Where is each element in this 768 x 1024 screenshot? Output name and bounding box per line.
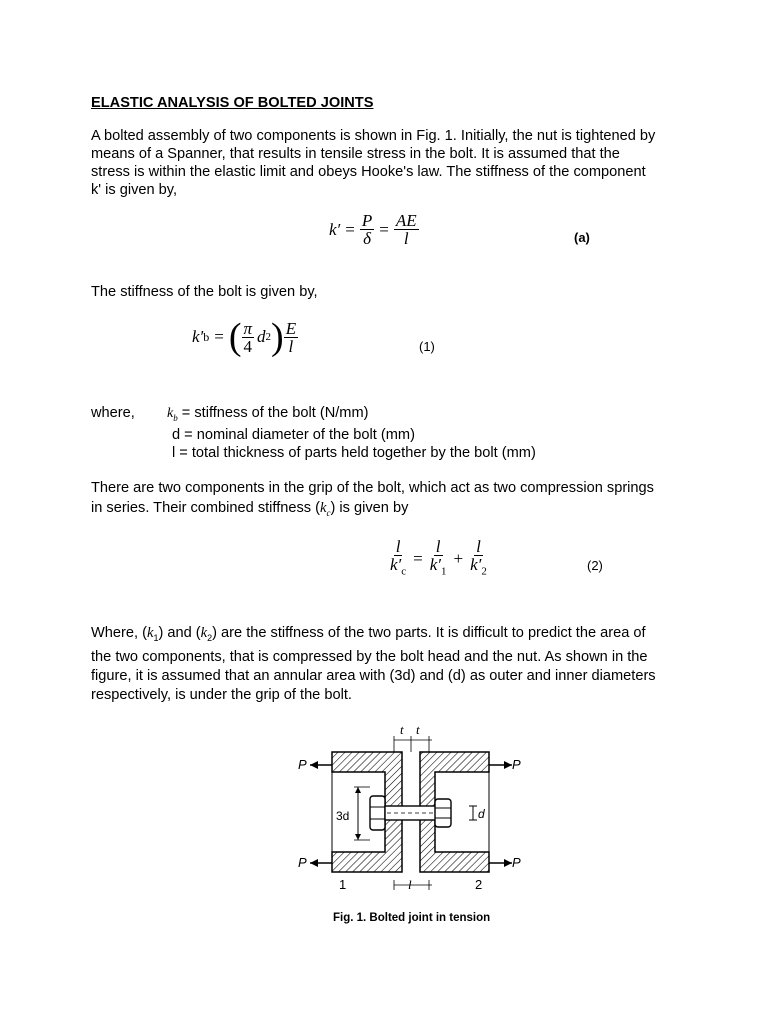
bolted-joint-figure xyxy=(290,722,530,902)
document-title: ELASTIC ANALYSIS OF BOLTED JOINTS xyxy=(91,95,374,111)
label-3d: 3d xyxy=(336,809,350,823)
label-p-top-right: P xyxy=(512,757,521,772)
label-d: d xyxy=(478,807,485,821)
equation-1: k′ b = ( $\frac{\pi}{4}$ d 2 ) $\frac{E}{l}$ xyxy=(192,316,297,358)
equation-2: $\frac{l}{k'_c}$ = $\frac{l}{k'_1}$ + $\frac{l}{k'_2}$ xyxy=(390,537,487,578)
label-l: l xyxy=(408,877,412,892)
equation-2-label: (2) xyxy=(587,558,603,573)
label-part-2: 2 xyxy=(475,877,483,892)
para3-line2: the two components, that is compressed by the bolt head and the nut. As shown in the xyxy=(91,649,648,665)
para1-line2: means of a Spanner, that results in tensile stress in the bolt. It is assumed that the xyxy=(91,146,620,162)
label-p-bottom-right: P xyxy=(512,855,521,870)
label-t2: t xyxy=(416,722,420,737)
para2-line1: There are two components in the grip of the bolt, which act as two compression springs xyxy=(91,480,654,496)
para1-line3: stress is within the elastic limit and obeys Hooke's law. The stiffness of the component xyxy=(91,164,646,180)
equation-a-label: (a) xyxy=(574,230,590,245)
para1-line1: A bolted assembly of two components is shown in Fig. 1. Initially, the nut is tightened by xyxy=(91,128,656,144)
bolt-head xyxy=(370,796,385,830)
label-t1: t xyxy=(400,722,404,737)
def-thickness: l = total thickness of parts held together by the bolt (mm) xyxy=(172,445,536,461)
equation-1-label: (1) xyxy=(419,339,435,354)
label-p-bottom-left: P xyxy=(298,855,307,870)
nut xyxy=(435,799,451,827)
where-label: where, xyxy=(91,405,135,421)
def-diameter: d = nominal diameter of the bolt (mm) xyxy=(172,427,415,443)
figure-caption: Fig. 1. Bolted joint in tension xyxy=(333,912,491,924)
para3-line4: respectively, is under the grip of the bolt. xyxy=(91,687,352,703)
def-bolt-stiffness: $k_b$ = stiffness of the bolt (N/mm) xyxy=(167,405,369,423)
bolt-stiffness-intro: The stiffness of the bolt is given by, xyxy=(91,284,318,300)
para1-line4: k' is given by, xyxy=(91,182,178,198)
label-p-top-left: P xyxy=(298,757,307,772)
equation-a: k′ = $\frac{P}{\delta}$ = $\frac{AE}{l}$ xyxy=(329,211,417,248)
para2-line2: in series. Their combined stiffness $(k_c)$ is given by xyxy=(91,500,409,518)
para3-line3: figure, it is assumed that an annular area with (3d) and (d) as outer and inner diameters xyxy=(91,668,656,684)
label-part-1: 1 xyxy=(339,877,347,892)
para3-line1: Where, $(k_1)$ and $(k_2)$ are the stiffness of the two parts. It is difficult to predict the area of xyxy=(91,625,646,643)
